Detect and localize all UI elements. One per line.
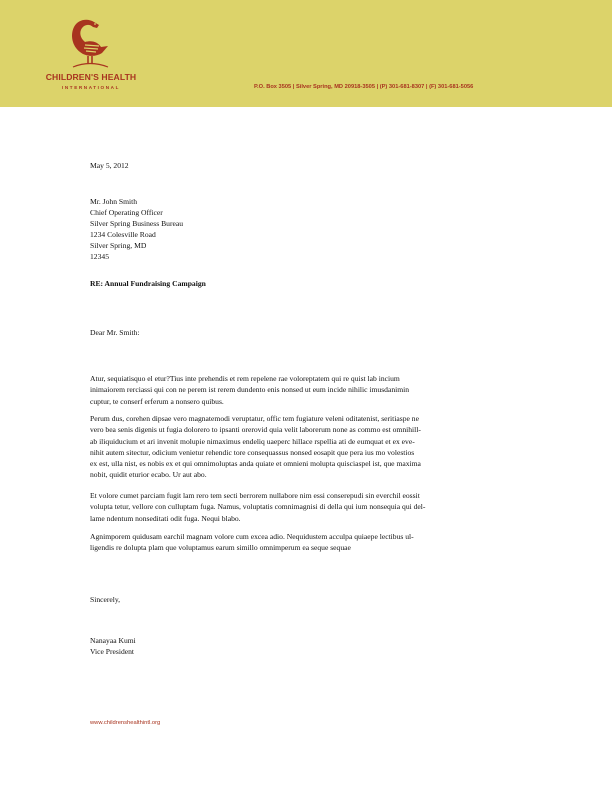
body-paragraph-1 xyxy=(90,373,522,407)
paragraph-line: Atur, sequiatisquo el etur?Tius inte prehendis et rem repelene rae voloreptatem qui re quist lab incium xyxy=(90,374,400,383)
body-paragraph-3 xyxy=(90,490,522,524)
closing: Sincerely, xyxy=(90,595,121,604)
paragraph-line: Perum dus, corehen dipsae vero magnatemodi veruptatur, offic tem fugiature veleni oditatenist, seritiaspe ne xyxy=(90,414,419,423)
recipient-street: 1234 Colesville Road xyxy=(90,230,156,239)
paragraph-line: cuptur, te conserf erferum a nonsero quibus. xyxy=(90,396,224,406)
body-paragraph-2 xyxy=(90,413,522,481)
website-link[interactable]: www.childrenshealthintl.org xyxy=(90,720,161,726)
organization-logo xyxy=(36,12,146,94)
signer-name: Nanayaa Kumi xyxy=(90,636,136,645)
recipient-city-state: Silver Spring, MD xyxy=(90,241,147,250)
paragraph-line: ab iliquiducium et ari invenit molupie nimaximus endeliq uaeperc hillace rspellia ati de eumquat et ex eve- xyxy=(90,436,415,446)
signer-title: Vice President xyxy=(90,647,135,656)
letter-date: May 5, 2012 xyxy=(90,161,129,170)
paragraph-line: vero bea senis digenis ut fugia dolorero to ipsanti orerovid quia velit laborerum none as commo est omnihill- xyxy=(90,425,421,435)
paragraph-line: nihit autem sitectur, odicium venietur rehendic tore consequassus nonsed eosapit que pera ius mo volestios xyxy=(90,447,415,457)
recipient-name: Mr. John Smith xyxy=(90,197,138,206)
paragraph-line: ex est, ulla nist, es nobis ex et qui omnimoluptas anda quiate et omnieni molupta quisciaspel ist, que maxima xyxy=(90,459,421,469)
recipient-zip: 12345 xyxy=(90,252,109,261)
body-paragraph-4 xyxy=(90,531,522,554)
paragraph-line: Et volore cumet parciam fugit lam rero tem secti berrorem nullabore nim essi conserepudi sin everchil eossit xyxy=(90,491,420,500)
paragraph-line: ligendis re dolupta plam que voluptamus earum simillo omnimperum ea seque sequae xyxy=(90,543,351,553)
paragraph-line: volupta tetur, vellore con culluptam fuga. Namus, voluptatis comnimagnisi di della qui ium nonsequia qui del- xyxy=(90,502,426,512)
paragraph-line: lame ndentum nonseditati odit fuga. Nequi blabo. xyxy=(90,513,241,523)
organization-name: CHILDREN'S HEALTH xyxy=(45,72,137,82)
salutation: Dear Mr. Smith: xyxy=(90,328,140,337)
organization-subtitle: INTERNATIONAL xyxy=(62,85,120,90)
contact-line: P.O. Box 3505 | Silver Spring, MD 20918-3505 | (P) 301-681-8307 | (F) 301-681-5056 xyxy=(254,84,474,90)
bird-logo-icon xyxy=(68,16,114,72)
paragraph-line: inimaiorem rerciassi qui con ne perem ist rerem dundento enis nonsed ut eum incide nihilic imusdanimin xyxy=(90,385,410,395)
recipient-title: Chief Operating Officer xyxy=(90,208,163,217)
paragraph-line: nobit, quidit eturior ecabo. Ur aut abo. xyxy=(90,470,207,480)
recipient-company: Silver Spring Business Bureau xyxy=(90,219,184,228)
subject-line: RE: Annual Fundraising Campaign xyxy=(90,279,206,288)
letterhead-band xyxy=(0,0,612,107)
paragraph-line: Agnimporem quidusam earchil magnam volore cum excea adio. Nequidustem acculpa quiaepe lectibus ul- xyxy=(90,532,414,541)
